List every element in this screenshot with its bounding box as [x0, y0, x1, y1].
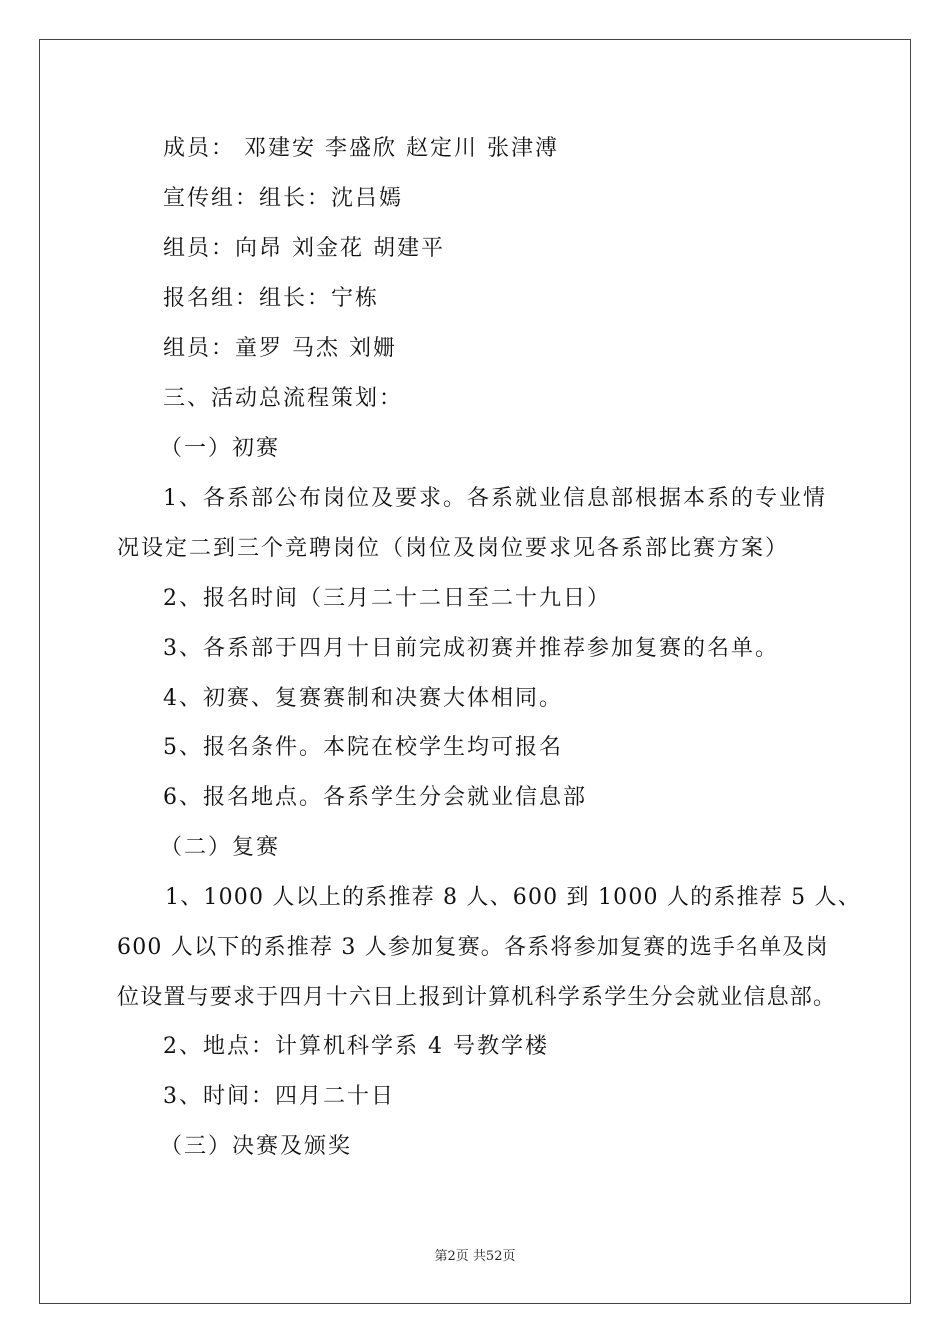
- publicity-group-line: 宣传组：组长：沈吕嫣: [163, 186, 404, 211]
- subheading-semifinal: （二）复赛: [160, 835, 281, 860]
- paragraph-line: 2、地点：计算机科学系 4 号教学楼: [163, 1034, 549, 1059]
- paragraph-line: 位设置与要求于四月十六日上报到计算机科学系学生分会就业信息部。: [117, 985, 837, 1010]
- paragraph-line: 2、报名时间（三月二十二日至二十九日）: [163, 586, 611, 611]
- subheading-preliminary: （一）初赛: [160, 436, 281, 461]
- members-line: 成员： 邓建安 李盛欣 赵定川 张津溥: [163, 136, 559, 161]
- subheading-final: （三）决赛及颁奖: [160, 1134, 353, 1159]
- paragraph-line: 6、报名地点。各系学生分会就业信息部: [163, 785, 587, 810]
- paragraph-line: 3、各系部于四月十日前完成初赛并推荐参加复赛的名单。: [163, 636, 779, 661]
- paragraph-line: 600 人以下的系推荐 3 人参加复赛。各系将参加复赛的选手名单及岗: [117, 935, 829, 960]
- paragraph-line: 1、各系部公布岗位及要求。各系就业信息部根据本系的专业情: [163, 486, 827, 511]
- section-heading: 三、活动总流程策划：: [163, 386, 404, 411]
- paragraph-line: 况设定二到三个竞聘岗位（岗位及岗位要求见各系部比赛方案）: [117, 536, 790, 561]
- registration-members-line: 组员：童罗 马杰 刘姗: [163, 336, 397, 361]
- paragraph-line: 3、时间：四月二十日: [163, 1084, 395, 1109]
- publicity-members-line: 组员：向昂 刘金花 胡建平: [163, 236, 445, 261]
- registration-group-line: 报名组：组长：宁栋: [163, 286, 380, 311]
- paragraph-line: 5、报名条件。本院在校学生均可报名: [163, 735, 563, 760]
- paragraph-line: 1、1000 人以上的系推荐 8 人、600 到 1000 人的系推荐 5 人、: [165, 885, 861, 910]
- page-footer: 第2页 共52页: [434, 1249, 516, 1264]
- page-border: [39, 39, 911, 1304]
- paragraph-line: 4、初赛、复赛赛制和决赛大体相同。: [163, 686, 563, 711]
